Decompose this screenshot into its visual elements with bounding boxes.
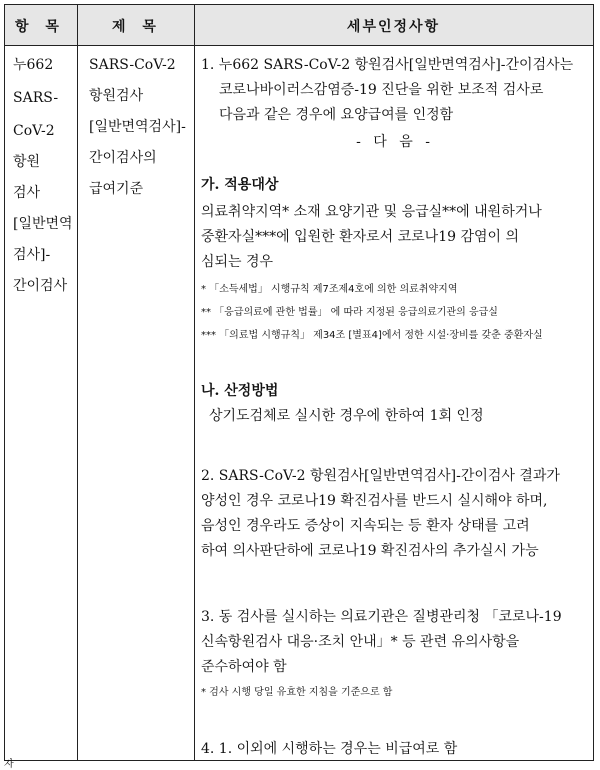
title-line: 항원검사 (89, 88, 144, 104)
subheading: 나. 산정방법 (201, 383, 279, 399)
item-line: CoV-2 (13, 123, 55, 139)
item-line: [일반면역 (13, 216, 73, 232)
text-line: 신속항원검사 대응·조치 안내」* 등 관련 유의사항을 (201, 634, 520, 650)
header-title: 제 목 (112, 18, 162, 35)
criteria-table (4, 4, 594, 761)
center-label: - 다 음 - (356, 134, 434, 150)
title-line: [일반면역검사]- (89, 119, 186, 135)
text-line: 준수하여야 함 (201, 659, 287, 675)
column-divider (194, 5, 195, 760)
item-line: 검사 (13, 185, 41, 201)
text-line: 4. 1. 이외에 시행하는 경우는 비급여로 함 (201, 741, 458, 757)
item-2 (201, 464, 589, 564)
text-line: 상기도검체로 실시한 경우에 한하여 1회 인정 (209, 408, 484, 424)
item-line: 누662 (13, 57, 54, 73)
item-code-cell (13, 53, 77, 299)
table-header (5, 5, 593, 46)
title-cell (89, 53, 193, 202)
item-line: 간이검사 (13, 278, 68, 294)
title-line: SARS-CoV-2 (89, 57, 176, 73)
text-line: 2. SARS-CoV-2 항원검사[일반면역검사]-간이검사 결과가 (201, 468, 560, 484)
section-b (201, 379, 589, 429)
text-line: 1. 누662 SARS-CoV-2 항원검사[일반면역검사]-간이검사는 (201, 57, 574, 73)
text-line: 심되는 경우 (201, 254, 274, 270)
footnote: *** 「의료법 시행규칙」 제34조 [별표4]에서 정한 시설·장비를 갖춘 중환자실 (201, 330, 543, 341)
section-a (201, 173, 589, 343)
title-line: 급여기준 (89, 181, 144, 197)
item-1 (201, 53, 589, 155)
text-line: 하여 의사판단하에 코로나19 확진검사의 추가실시 가능 (201, 543, 539, 559)
item-line: SARS- (13, 90, 59, 106)
footnote: ** 「응급의료에 관한 법률」 에 따라 지정된 응급의료기관의 응급실 (201, 307, 498, 318)
text-line: 음성인 경우라도 증상이 지속되는 등 환자 상태를 고려 (201, 518, 530, 534)
text-line: 양성인 경우 코로나19 확진검사를 반드시 실시해야 하며, (201, 493, 548, 509)
page-note: 자 (4, 759, 14, 770)
text-line: 중환자실***에 입원한 환자로서 코로나19 감염이 의 (201, 229, 520, 245)
item-3 (201, 605, 589, 700)
title-line: 간이검사의 (89, 150, 157, 166)
item-line: 검사]- (13, 247, 51, 263)
header-item: 항 목 (15, 18, 65, 35)
subheading: 가. 적용대상 (201, 177, 279, 193)
text-line: 다음과 같은 경우에 요양급여를 인정함 (219, 107, 454, 123)
text-line: 3. 동 검사를 실시하는 의료기관은 질병관리청 「코로나-19 (201, 609, 562, 625)
text-line: 의료취약지역* 소재 요양기관 및 응급실**에 내원하거나 (201, 204, 542, 220)
footnote: * 「소득세법」 시행규칙 제7조제4호에 의한 의료취약지역 (201, 284, 458, 295)
header-details: 세부인정사항 (346, 18, 441, 35)
item-line: 항원 (13, 154, 41, 170)
column-divider (77, 5, 78, 760)
text-line: 코로나바이러스감염증-19 진단을 위한 보조적 검사로 (219, 82, 544, 98)
footnote: * 검사 시행 당일 유효한 지침을 기준으로 함 (201, 687, 393, 698)
item-4 (201, 737, 589, 762)
